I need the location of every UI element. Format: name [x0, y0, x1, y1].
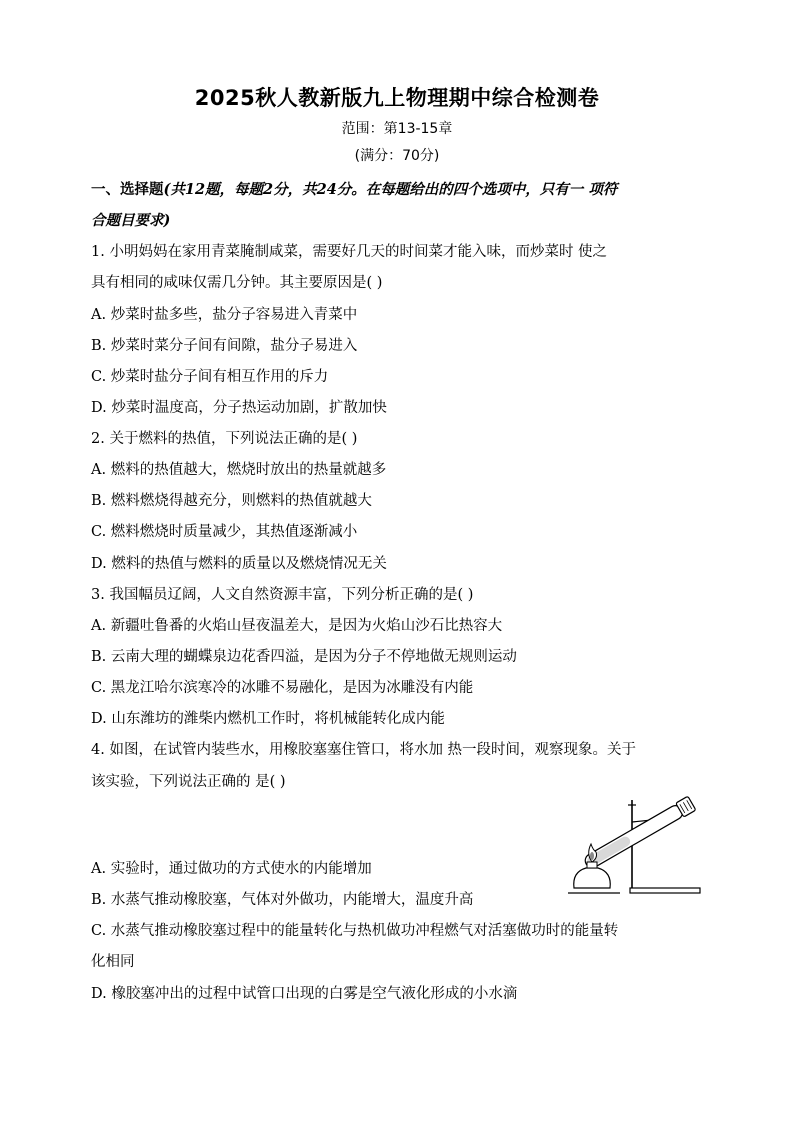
q2-stem: 2. 关于燃料的热值，下列说法正确的是( ): [91, 431, 358, 447]
q3-stem: 3. 我国幅员辽阔，人文自然资源丰富，下列分析正确的是( ): [91, 587, 474, 603]
q2-option-a: A. 燃料的热值越大，燃烧时放出的热量就越多: [91, 462, 387, 478]
q2-option-b: B. 燃料燃烧得越充分，则燃料的热值就越大: [91, 493, 372, 509]
q4-stem-line1: 4. 如图，在试管内装些水，用橡胶塞塞住管口，将水加 热一段时间，观察现象。关于: [91, 742, 637, 758]
q4-option-c-line2: 化相同: [91, 954, 135, 970]
q3-option-b: B. 云南大理的蝴蝶泉边花香四溢，是因为分子不停地做无规则运动: [91, 649, 517, 665]
q3-option-a: A. 新疆吐鲁番的火焰山昼夜温差大，是因为火焰山沙石比热容大: [91, 618, 503, 634]
q1-stem-line1: 1. 小明妈妈在家用青菜腌制咸菜，需要好几天的时间菜才能入味，而炒菜时 使之: [91, 244, 608, 260]
section-instructions-1: (共12题，每题2分，共24分。在每题给出的四个选项中，只有一 项符: [163, 181, 618, 198]
q4-option-b: B. 水蒸气推动橡胶塞，气体对外做功，内能增大，温度升高: [91, 892, 474, 908]
section-instructions-2-text: 合题目要求): [91, 212, 171, 229]
q4-stem-line2: 该实验，下列说法正确的 是( ): [91, 774, 286, 790]
q1-option-b: B. 炒菜时菜分子间有间隙，盐分子易进入: [91, 338, 358, 354]
test-tube: [582, 796, 696, 871]
stand-base: [630, 888, 700, 893]
q1-stem-line2: 具有相同的咸味仅需几分钟。其主要原因是( ): [91, 275, 383, 291]
q1-option-c: C. 炒菜时盐分子间有相互作用的斥力: [91, 369, 329, 385]
section-title: 一、选择题: [91, 181, 164, 198]
q2-option-d: D. 燃料的热值与燃料的质量以及燃烧情况无关: [91, 556, 387, 572]
q1-option-a: A. 炒菜时盐多些，盐分子容易进入青菜中: [91, 307, 358, 323]
q4-option-c-line1: C. 水蒸气推动橡胶塞过程中的能量转化与热机做功冲程燃气对活塞做功时的能量转: [91, 923, 619, 939]
section-instructions-2: [91, 211, 170, 231]
q4-option-a: A. 实验时，通过做功的方式使水的内能增加: [91, 861, 372, 877]
q4-option-d: D. 橡胶塞冲出的过程中试管口出现的白雾是空气液化形成的小水滴: [91, 986, 518, 1002]
q2-option-c: C. 燃料燃烧时质量减少，其热值逐渐减小: [91, 524, 358, 540]
exam-scope: 范围：第13-15章: [341, 121, 453, 137]
q3-option-d: D. 山东潍坊的潍柴内燃机工作时，将机械能转化成内能: [91, 711, 445, 727]
q3-option-c: C. 黑龙江哈尔滨寒冷的冰雕不易融化，是因为冰雕没有内能: [91, 680, 474, 696]
exam-total-score: (满分：70分): [354, 148, 440, 164]
section-heading: [91, 180, 617, 200]
page-title: 2025秋人教新版九上物理期中综合检测卷: [194, 86, 600, 110]
test-tube-heating-figure: [560, 780, 710, 900]
q1-option-d: D. 炒菜时温度高，分子热运动加剧，扩散加快: [91, 400, 387, 416]
